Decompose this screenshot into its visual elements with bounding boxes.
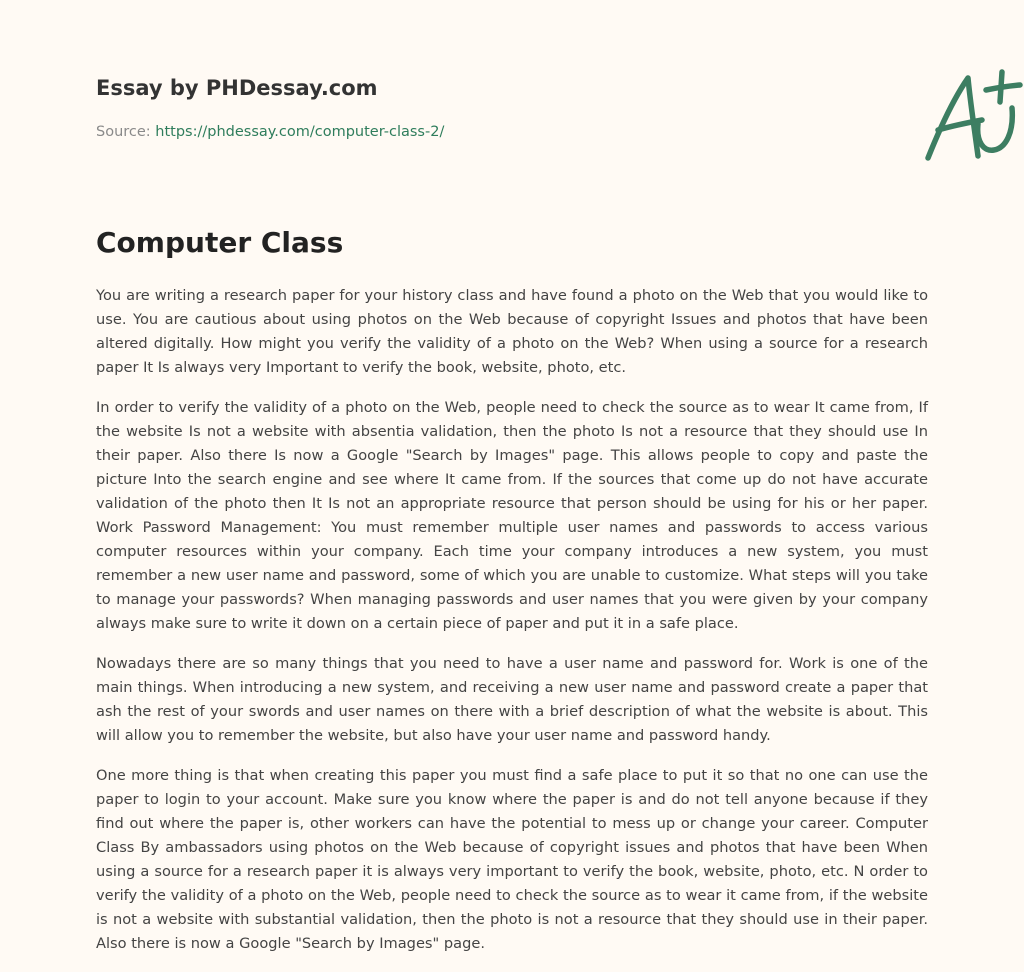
- essay-paragraph: One more thing is that when creating this paper you must find a safe place to put it so that no one can use the paper to login to your account. Make sure you know where the paper is and do not tell anyone because if they find out where the paper is, other workers can have the potential to mess up or change your career. Computer Class By ambassadors using photos on the Web because of copyright issues and photos that have been When using a source for a research paper it is always very important to verify the book, website, photo, etc. N order to verify the validity of a photo on the Web, people need to check the source as to wear it came from, if the website is not a website with substantial validation, then the photo is not a resource that they should use in their paper. Also there is now a Google "Search by Images" page.: [96, 767, 928, 952]
- a-plus-logo-icon: [916, 68, 1024, 164]
- essay-paragraph: Nowadays there are so many things that you need to have a user name and password for. Work is one of the main things. When introducing a new system, and receiving a new user name and password create a paper that ash the rest of your swords and user names on there with a brief description of what the website is about. This will allow you to remember the website, but also have your user name and password handy.: [96, 655, 928, 744]
- essay-title: Computer Class: [96, 226, 344, 259]
- brand-title: Essay by PHDessay.com: [96, 76, 378, 100]
- essay-paragraph: In order to verify the validity of a photo on the Web, people need to check the source as to wear It came from, If the website Is not a website with absentia validation, then the photo Is not a resource that they should use In their paper. Also there Is now a Google "Search by Images" page. This allows people to copy and paste the picture Into the search engine and see where It came from. If the sources that come up do not have accurate validation of the photo then It Is not an appropriate resource that person should be using for his or her paper. Work Password Management: You must remember multiple user names and passwords to access various computer resources within your company. Each time your company introduces a new system, you must remember a new user name and password, some of which you are unable to customize. What steps will you take to manage your passwords? When managing passwords and user names that you were given by your company always make sure to write it down on a certain piece of paper and put it in a safe place.: [96, 399, 928, 632]
- essay-body: [96, 284, 928, 972]
- essay-paragraph: You are writing a research paper for your history class and have found a photo on the Web that you would like to use. You are cautious about using photos on the Web because of copyright Issues and photos that have been altered digitally. How might you verify the validity of a photo on the Web? When using a source for a research paper It Is always very Important to verify the book, website, photo, etc.: [96, 287, 928, 376]
- source-label: Source:: [96, 124, 156, 140]
- source-line: [96, 124, 444, 140]
- source-link[interactable]: https://phdessay.com/computer-class-2/: [155, 124, 445, 140]
